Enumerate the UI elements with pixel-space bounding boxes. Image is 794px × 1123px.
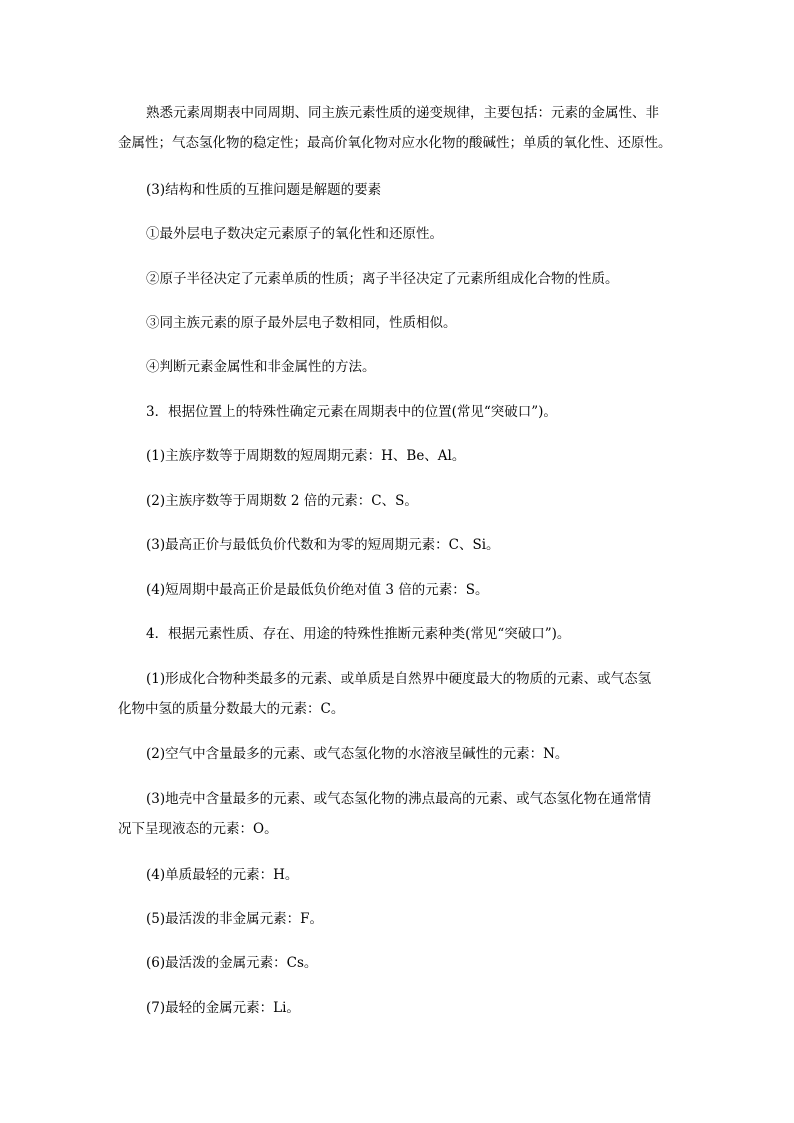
list-item: ③同主族元素的原子最外层电子数相同，性质相似。	[146, 315, 457, 331]
list-item: (4)短周期中最高正价是最低负价绝对值 3 倍的元素：S。	[146, 582, 489, 598]
paragraph-line: 金属性；气态氢化物的稳定性；最高价氧化物对应水化物的酸碱性；单质的氧化性、还原性。	[118, 135, 672, 151]
list-item: (5)最活泼的非金属元素：F。	[146, 911, 323, 927]
list-item: (2)主族序数等于周期数 2 倍的元素：C、S。	[146, 493, 418, 509]
list-item-multiline	[118, 664, 680, 724]
list-item: ④判断元素金属性和非金属性的方法。	[146, 359, 376, 375]
paragraph-line: (1)形成化合物种类最多的元素、或单质是自然界中硬度最大的物质的元素、或气态氢	[146, 671, 652, 687]
list-item: (3)最高正价与最低负价代数和为零的短周期元素：C、Si。	[146, 537, 500, 553]
paragraph-line: 况下呈现液态的元素：O。	[118, 821, 278, 837]
paragraph-line: 熟悉元素周期表中同周期、同主族元素性质的递变规律，主要包括：元素的金属性、非	[146, 105, 659, 121]
paragraph-line: 化物中氢的质量分数最大的元素：C。	[118, 701, 345, 717]
subheading-structure-property: (3)结构和性质的互推问题是解题的要素	[146, 182, 382, 198]
list-item: (1)主族序数等于周期数的短周期元素：H、Be、Al。	[146, 448, 466, 464]
section-heading-property: 4．根据元素性质、存在、用途的特殊性推断元素种类(常见“突破口”)。	[146, 626, 571, 642]
paragraph-line: (3)地壳中含量最多的元素、或气态氢化物的沸点最高的元素、或气态氢化物在通常情	[146, 791, 652, 807]
section-heading-position: 3．根据位置上的特殊性确定元素在周期表中的位置(常见“突破口”)。	[146, 404, 557, 420]
paragraph-periodic-trends	[118, 98, 680, 158]
list-item-multiline	[118, 784, 680, 844]
list-item: ②原子半径决定了元素单质的性质；离子半径决定了元素所组成化合物的性质。	[146, 271, 619, 287]
list-item: (2)空气中含量最多的元素、或气态氢化物的水溶液呈碱性的元素：N。	[146, 746, 569, 762]
list-item: ①最外层电子数决定元素原子的氧化性和还原性。	[146, 226, 443, 242]
list-item: (6)最活泼的金属元素：Cs。	[146, 955, 318, 971]
list-item: (7)最轻的金属元素：Li。	[146, 1000, 300, 1016]
list-item: (4)单质最轻的元素：H。	[146, 867, 299, 883]
